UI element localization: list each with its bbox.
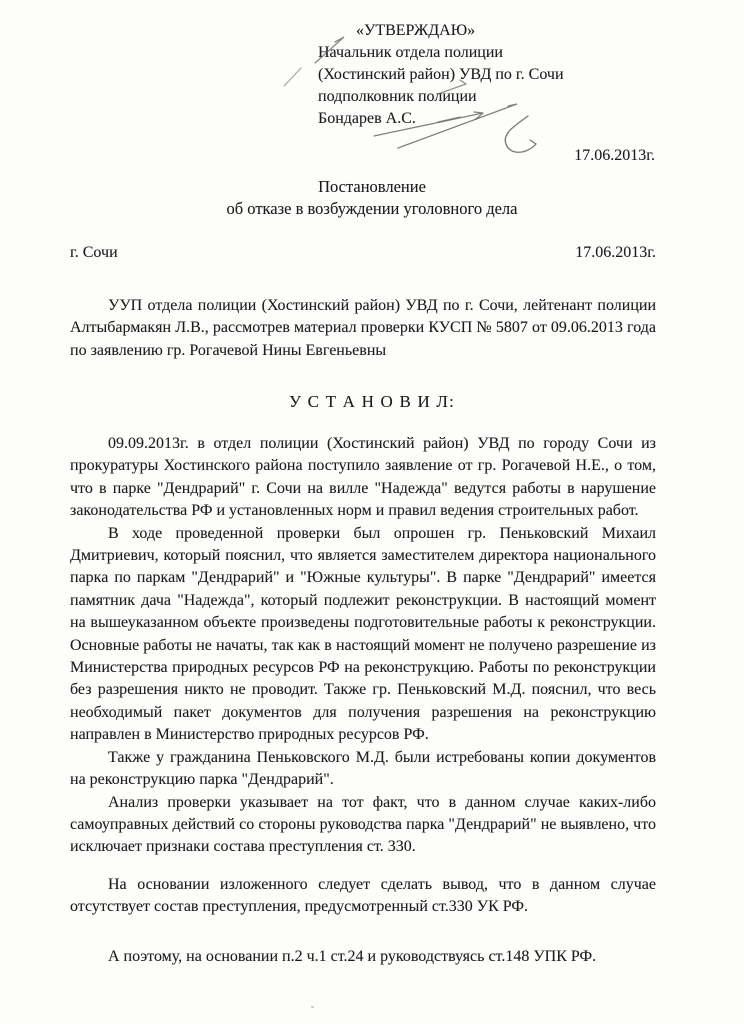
- doc-title: [0, 176, 744, 220]
- approval-line-name: Бондарев А.С.: [318, 110, 416, 127]
- approval-date: 17.06.2013г.: [574, 147, 655, 164]
- intro-paragraph: УУП отдела полиции (Хостинский район) УВД по г. Сочи, лейтенант полиции Алтыбармакян Л.В., рассмотрев материал проверки КУСП № 5807 от 09.06.2013 года по заявлению гр. Рогачевой Нины Евгеньевны: [70, 297, 656, 359]
- body-paragraph-4: Анализ проверки указывает на тот факт, что в данном случае каких-либо самоуправных действий со стороны руководства парка "Дендрарий" не выявлено, что исключает признаки состава преступления ст. 330.: [70, 793, 656, 856]
- scan-noise-dot: [311, 1006, 314, 1008]
- approval-line-position: Начальник отдела полиции: [318, 44, 503, 61]
- approval-line-rank: подполковник полиции: [318, 88, 477, 105]
- established-heading: У С Т А Н О В И Л:: [288, 392, 456, 411]
- doc-title-line1: Постановление: [318, 177, 426, 196]
- date-label: 17.06.2013г.: [575, 244, 656, 261]
- approval-line-department: (Хостинский район) УВД по г. Сочи: [318, 66, 564, 83]
- approval-stamp-word: «УТВЕРЖДАЮ»: [356, 22, 476, 39]
- body-text: [70, 433, 656, 968]
- closing-paragraph: А поэтому, на основании п.2 ч.1 ст.24 и руководствуясь ст.148 УПК РФ.: [108, 947, 597, 965]
- body-paragraph-3: Также у гражданина Пеньковского М.Д. были истребованы копии документов на реконструкцию парка "Дендрарий".: [70, 748, 656, 789]
- conclusion-paragraph: На основании изложенного следует сделать вывод, что в данном случае отсутствует состав преступления, предусмотренный ст.330 УК РФ.: [70, 875, 656, 916]
- body-paragraph-2: В ходе проведенной проверки был опрошен гр. Пеньковский Михаил Дмитриевич, который пояснил, что является заместителем директора национального парка по паркам "Дендрарий" и "Южные культуры". В парке "Дендрарий" имеется памятник дача "Надежда", который подлежит реконструкции. В настоящий момент на вышеуказанном объекте произведены подготовительные работы к реконструкции. Основные работы не начаты, так как в настоящий момент не получено разрешение из Министерства природных ресурсов РФ на реконструкцию. Работы по реконструкции без разрешения никто не проводит. Также гр. Пеньковский М.Д. пояснил, что весь необходимый пакет документов для получения разрешения на реконструкцию направлен в Министерство природных ресурсов РФ.: [70, 524, 656, 744]
- dateline-row: [70, 244, 656, 262]
- place-label: г. Сочи: [70, 244, 118, 261]
- doc-title-line2: об отказе в возбуждении уголовного дела: [226, 199, 518, 218]
- body-paragraph-1: 09.09.2013г. в отдел полиции (Хостинский район) УВД по городу Сочи из прокуратуры Хостинского района поступило заявление от гр. Рогачевой Н.Е., о том, что в парке "Дендрарий" г. Сочи на вилле "Надежда" ведутся работы в нарушение законодательства РФ и установленных норм и правил ведения строительных работ.: [70, 435, 656, 520]
- approval-block: [318, 20, 590, 130]
